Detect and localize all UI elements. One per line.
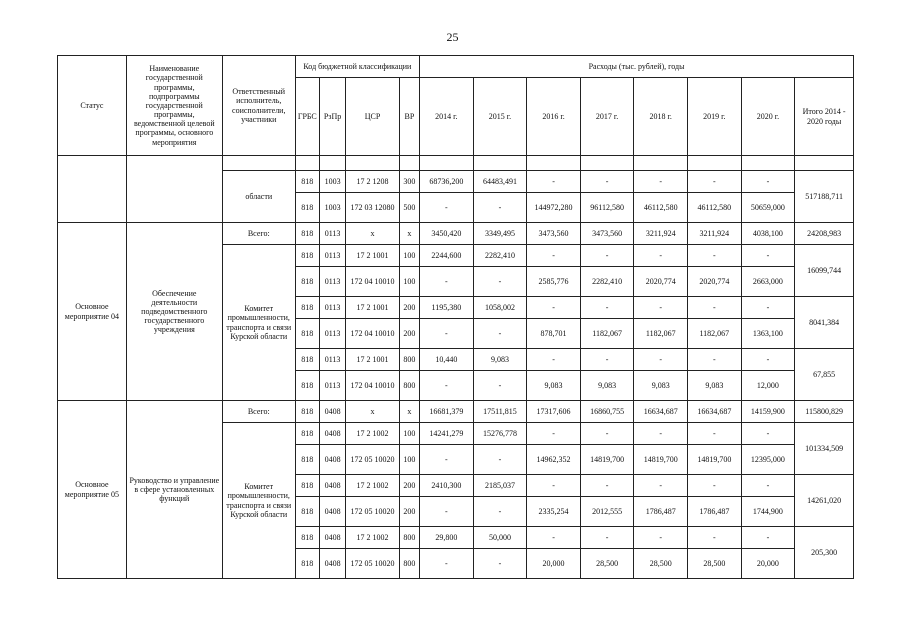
year-value-cell: -: [473, 445, 527, 475]
csr-cell: х: [346, 401, 400, 423]
year-value-cell: -: [473, 371, 527, 401]
vr-cell: 800: [399, 527, 419, 549]
year-value-cell: -: [420, 319, 474, 349]
year-value-cell: 9,083: [688, 371, 742, 401]
group-total-cell: 8041,384: [795, 297, 854, 349]
year-value-cell: -: [527, 297, 581, 319]
year-value-cell: -: [420, 193, 474, 223]
year-value-cell: 2244,600: [420, 245, 474, 267]
csr-cell: 17 2 1001: [346, 349, 400, 371]
year-value-cell: 96112,580: [580, 193, 634, 223]
row-total-cell: 24208,983: [795, 223, 854, 245]
year-value-cell: 14962,352: [527, 445, 581, 475]
rzpr-cell: 0113: [319, 267, 345, 297]
year-value-cell: 12,000: [741, 371, 795, 401]
grbs-cell: 818: [295, 297, 319, 319]
year-value-cell: -: [688, 297, 742, 319]
header-year-2016: 2016 г.: [527, 78, 581, 156]
rzpr-cell: 0113: [319, 371, 345, 401]
year-value-cell: 1786,487: [634, 497, 688, 527]
grbs-cell: 818: [295, 371, 319, 401]
year-value-cell: -: [527, 349, 581, 371]
year-value-cell: -: [741, 349, 795, 371]
measure-total-row: [58, 401, 854, 423]
empty-cell: [741, 156, 795, 171]
status-cell: Основное мероприятие 04: [58, 223, 127, 401]
row-total-cell: 115800,829: [795, 401, 854, 423]
year-value-cell: 1744,900: [741, 497, 795, 527]
group-total-cell: 205,300: [795, 527, 854, 579]
rzpr-cell: 0408: [319, 527, 345, 549]
header-year-2014: 2014 г.: [420, 78, 474, 156]
year-value-cell: -: [580, 171, 634, 193]
vr-cell: 800: [399, 371, 419, 401]
vr-cell: 100: [399, 267, 419, 297]
vr-cell: 100: [399, 445, 419, 475]
year-value-cell: 2282,410: [580, 267, 634, 297]
year-value-cell: -: [741, 527, 795, 549]
year-value-cell: -: [580, 527, 634, 549]
year-value-cell: -: [741, 297, 795, 319]
grbs-cell: 818: [295, 549, 319, 579]
vr-cell: х: [399, 401, 419, 423]
year-value-cell: 17317,606: [527, 401, 581, 423]
year-value-cell: 16681,379: [420, 401, 474, 423]
grbs-cell: 818: [295, 497, 319, 527]
vr-cell: 800: [399, 349, 419, 371]
rzpr-cell: 0113: [319, 349, 345, 371]
program-name-cell: Руководство и управление в сфере установленных функций: [126, 401, 222, 579]
year-value-cell: 9,083: [634, 371, 688, 401]
year-value-cell: 144972,280: [527, 193, 581, 223]
grbs-cell: 818: [295, 423, 319, 445]
header-budget-code: Код бюджетной классификации: [295, 56, 419, 78]
grbs-cell: 818: [295, 223, 319, 245]
empty-cell: [527, 156, 581, 171]
year-value-cell: -: [473, 267, 527, 297]
year-value-cell: 1182,067: [580, 319, 634, 349]
vr-cell: 100: [399, 245, 419, 267]
year-value-cell: -: [527, 527, 581, 549]
year-value-cell: 2185,037: [473, 475, 527, 497]
year-value-cell: 29,800: [420, 527, 474, 549]
page-number: 25: [446, 30, 459, 44]
csr-cell: 172 04 10010: [346, 319, 400, 349]
year-value-cell: 2410,300: [420, 475, 474, 497]
year-value-cell: 16860,755: [580, 401, 634, 423]
grbs-cell: 818: [295, 349, 319, 371]
program-name-cell: [126, 156, 222, 223]
program-name-cell: Обеспечение деятельности подведомственного государственного учреждения: [126, 223, 222, 401]
year-value-cell: 9,083: [580, 371, 634, 401]
rzpr-cell: 0408: [319, 445, 345, 475]
responsible-cell: области: [222, 171, 295, 223]
grbs-cell: 818: [295, 319, 319, 349]
year-value-cell: -: [420, 445, 474, 475]
grbs-cell: 818: [295, 527, 319, 549]
year-value-cell: 50,000: [473, 527, 527, 549]
year-value-cell: 2020,774: [688, 267, 742, 297]
year-value-cell: 9,083: [527, 371, 581, 401]
year-value-cell: -: [580, 245, 634, 267]
year-value-cell: -: [688, 245, 742, 267]
rzpr-cell: 0408: [319, 497, 345, 527]
year-value-cell: 50659,000: [741, 193, 795, 223]
header-year-2017: 2017 г.: [580, 78, 634, 156]
year-value-cell: -: [473, 319, 527, 349]
year-value-cell: 14159,900: [741, 401, 795, 423]
year-value-cell: 2663,000: [741, 267, 795, 297]
header-row-1: [58, 56, 854, 78]
group-total-cell: 517188,711: [795, 171, 854, 223]
csr-cell: 172 05 10020: [346, 497, 400, 527]
year-value-cell: 15276,778: [473, 423, 527, 445]
rzpr-cell: 0113: [319, 223, 345, 245]
year-value-cell: -: [688, 423, 742, 445]
empty-cell: [795, 156, 854, 171]
total-label-cell: Всего:: [222, 401, 295, 423]
csr-cell: 17 2 1002: [346, 423, 400, 445]
header-csr: ЦСР: [346, 78, 400, 156]
year-value-cell: -: [634, 297, 688, 319]
grbs-cell: 818: [295, 245, 319, 267]
header-status: Статус: [58, 56, 127, 156]
vr-cell: 300: [399, 171, 419, 193]
year-value-cell: -: [634, 171, 688, 193]
csr-cell: 172 03 12080: [346, 193, 400, 223]
empty-cell: [319, 156, 345, 171]
csr-cell: 17 2 1001: [346, 245, 400, 267]
year-value-cell: 2335,254: [527, 497, 581, 527]
year-value-cell: 2282,410: [473, 245, 527, 267]
rzpr-cell: 0408: [319, 549, 345, 579]
year-value-cell: 4038,100: [741, 223, 795, 245]
header-grbs: ГРБС: [295, 78, 319, 156]
year-value-cell: -: [527, 245, 581, 267]
year-value-cell: 3211,924: [688, 223, 742, 245]
csr-cell: 17 2 1002: [346, 475, 400, 497]
year-value-cell: 3211,924: [634, 223, 688, 245]
year-value-cell: 1058,002: [473, 297, 527, 319]
year-value-cell: 46112,580: [688, 193, 742, 223]
csr-cell: х: [346, 223, 400, 245]
year-value-cell: -: [527, 171, 581, 193]
status-cell: Основное мероприятие 05: [58, 401, 127, 579]
year-value-cell: -: [420, 549, 474, 579]
year-value-cell: 14819,700: [634, 445, 688, 475]
year-value-cell: 28,500: [688, 549, 742, 579]
year-value-cell: 20,000: [527, 549, 581, 579]
year-value-cell: -: [634, 349, 688, 371]
rzpr-cell: 0113: [319, 297, 345, 319]
year-value-cell: -: [420, 497, 474, 527]
year-value-cell: 3349,495: [473, 223, 527, 245]
year-value-cell: 12395,000: [741, 445, 795, 475]
header-responsible: Ответственный исполнитель, соисполнители, участники: [222, 56, 295, 156]
grbs-cell: 818: [295, 401, 319, 423]
header-year-2020: 2020 г.: [741, 78, 795, 156]
header-year-2015: 2015 г.: [473, 78, 527, 156]
responsible-cell: Комитет промышленности, транспорта и связи Курской области: [222, 245, 295, 401]
grbs-cell: 818: [295, 445, 319, 475]
budget-table-body: [58, 56, 854, 579]
year-value-cell: 9,083: [473, 349, 527, 371]
year-value-cell: -: [580, 349, 634, 371]
empty-cell: [473, 156, 527, 171]
year-value-cell: -: [741, 475, 795, 497]
group-total-cell: 101334,509: [795, 423, 854, 475]
year-value-cell: 46112,580: [634, 193, 688, 223]
year-value-cell: -: [688, 527, 742, 549]
year-value-cell: -: [741, 245, 795, 267]
rzpr-cell: 0113: [319, 319, 345, 349]
responsible-cell: Комитет промышленности, транспорта и связи Курской области: [222, 423, 295, 579]
empty-cell: [580, 156, 634, 171]
grbs-cell: 818: [295, 475, 319, 497]
csr-cell: 17 2 1002: [346, 527, 400, 549]
empty-cell: [295, 156, 319, 171]
rzpr-cell: 1003: [319, 171, 345, 193]
group-total-cell: 14261,020: [795, 475, 854, 527]
status-cell: [58, 156, 127, 223]
year-value-cell: 3473,560: [580, 223, 634, 245]
rzpr-cell: 0113: [319, 245, 345, 267]
year-value-cell: 14819,700: [580, 445, 634, 475]
header-year-2019: 2019 г.: [688, 78, 742, 156]
year-value-cell: -: [634, 475, 688, 497]
csr-cell: 172 04 10010: [346, 371, 400, 401]
year-value-cell: -: [688, 171, 742, 193]
vr-cell: х: [399, 223, 419, 245]
csr-cell: 172 05 10020: [346, 549, 400, 579]
spacer-row: [58, 156, 854, 171]
year-value-cell: -: [634, 527, 688, 549]
year-value-cell: -: [688, 349, 742, 371]
budget-table: [57, 55, 854, 579]
year-value-cell: -: [527, 423, 581, 445]
year-value-cell: 3450,420: [420, 223, 474, 245]
year-value-cell: 14241,279: [420, 423, 474, 445]
year-value-cell: -: [580, 423, 634, 445]
rzpr-cell: 1003: [319, 193, 345, 223]
empty-cell: [420, 156, 474, 171]
year-value-cell: 3473,560: [527, 223, 581, 245]
vr-cell: 800: [399, 549, 419, 579]
year-value-cell: -: [688, 475, 742, 497]
header-vr: ВР: [399, 78, 419, 156]
empty-cell: [688, 156, 742, 171]
csr-cell: 172 05 10020: [346, 445, 400, 475]
year-value-cell: 14819,700: [688, 445, 742, 475]
rzpr-cell: 0408: [319, 401, 345, 423]
header-rzpr: РзПр: [319, 78, 345, 156]
year-value-cell: -: [580, 475, 634, 497]
year-value-cell: 1182,067: [688, 319, 742, 349]
year-value-cell: 1182,067: [634, 319, 688, 349]
empty-cell: [634, 156, 688, 171]
header-year-2018: 2018 г.: [634, 78, 688, 156]
grbs-cell: 818: [295, 193, 319, 223]
csr-cell: 17 2 1001: [346, 297, 400, 319]
year-value-cell: 17511,815: [473, 401, 527, 423]
vr-cell: 200: [399, 319, 419, 349]
grbs-cell: 818: [295, 267, 319, 297]
year-value-cell: 16634,687: [634, 401, 688, 423]
year-value-cell: -: [634, 423, 688, 445]
vr-cell: 200: [399, 497, 419, 527]
responsible-cell: [222, 156, 295, 171]
header-program-name: Наименование государственной программы, подпрограммы государственной программы, ведомственной целевой программы, основного мероприятия: [126, 56, 222, 156]
year-value-cell: -: [580, 297, 634, 319]
year-value-cell: -: [473, 193, 527, 223]
measure-total-row: [58, 223, 854, 245]
header-total: Итого 2014 - 2020 годы: [795, 78, 854, 156]
year-value-cell: 1195,380: [420, 297, 474, 319]
year-value-cell: -: [420, 267, 474, 297]
year-value-cell: -: [473, 497, 527, 527]
year-value-cell: 16634,687: [688, 401, 742, 423]
year-value-cell: -: [527, 475, 581, 497]
year-value-cell: 28,500: [580, 549, 634, 579]
year-value-cell: 10,440: [420, 349, 474, 371]
year-value-cell: 2585,776: [527, 267, 581, 297]
year-value-cell: 28,500: [634, 549, 688, 579]
year-value-cell: 64483,491: [473, 171, 527, 193]
year-value-cell: 878,701: [527, 319, 581, 349]
total-label-cell: Всего:: [222, 223, 295, 245]
group-total-cell: 67,855: [795, 349, 854, 401]
empty-cell: [399, 156, 419, 171]
vr-cell: 500: [399, 193, 419, 223]
year-value-cell: 1786,487: [688, 497, 742, 527]
rzpr-cell: 0408: [319, 475, 345, 497]
year-value-cell: 2020,774: [634, 267, 688, 297]
year-value-cell: -: [741, 171, 795, 193]
year-value-cell: 2012,555: [580, 497, 634, 527]
header-expenses: Расходы (тыс. рублей), годы: [420, 56, 854, 78]
csr-cell: 17 2 1208: [346, 171, 400, 193]
year-value-cell: 20,000: [741, 549, 795, 579]
empty-cell: [346, 156, 400, 171]
year-value-cell: 1363,100: [741, 319, 795, 349]
vr-cell: 100: [399, 423, 419, 445]
csr-cell: 172 04 10010: [346, 267, 400, 297]
vr-cell: 200: [399, 475, 419, 497]
vr-cell: 200: [399, 297, 419, 319]
rzpr-cell: 0408: [319, 423, 345, 445]
year-value-cell: -: [473, 549, 527, 579]
year-value-cell: -: [420, 371, 474, 401]
year-value-cell: -: [634, 245, 688, 267]
grbs-cell: 818: [295, 171, 319, 193]
year-value-cell: 68736,200: [420, 171, 474, 193]
group-total-cell: 16099,744: [795, 245, 854, 297]
year-value-cell: -: [741, 423, 795, 445]
